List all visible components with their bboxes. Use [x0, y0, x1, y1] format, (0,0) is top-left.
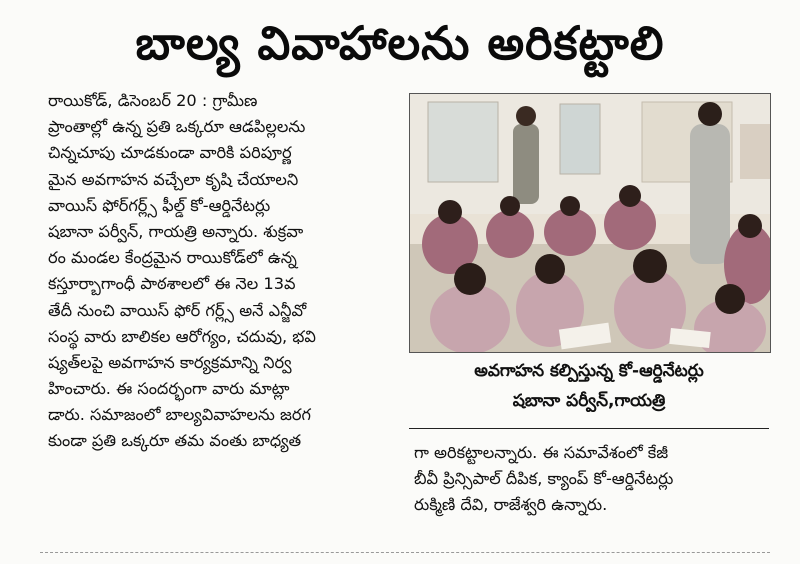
caption-line: అవగాహన కల్పిస్తున్న కో-ఆర్డినేటర్లు [474, 361, 704, 381]
article-line: చిన్నచూపు చూడకుండా వారికి పరిపూర్ణ [48, 143, 292, 163]
article-line: షబానా పర్వీన్, గాయత్రి అన్నారు. శుక్రవా [48, 221, 304, 241]
headline: బాల్య వివాహాలను అరికట్టాలి [135, 16, 665, 70]
photo-caption [409, 356, 769, 416]
article-line: రం మండల కేంద్రమైన రాయికోడ్‌లో ఉన్న [48, 248, 297, 268]
bottom-divider [40, 552, 770, 553]
article-line: కుండా ప్రతి ఒక్కరూ తమ వంతు బాధ్యత [48, 431, 302, 451]
article-line: ప్రాంతాల్లో ఉన్న ప్రతి ఒక్కరూ ఆడపిల్లలను [48, 117, 306, 137]
article-line: తేదీ నుంచి వాయిస్ ఫోర్ గర్ల్స్ అనే ఎన్జీవో [48, 300, 307, 320]
article-line: గా అరికట్టాలన్నారు. ఈ సమావేశంలో కేజీ [414, 443, 669, 462]
article-line: రాయికోడ్, డిసెంబర్ 20 : గ్రామీణ [48, 91, 258, 110]
article-body-right [414, 440, 770, 519]
article-line: సంస్థ వారు బాలికల ఆరోగ్యం, చదువు, భవి [48, 326, 316, 346]
article-line: ష్యత్‌లపై అవగాహన కార్యక్రమాన్ని నిర్వ [48, 352, 292, 372]
article-body-left [48, 88, 394, 550]
article-line: డారు. సమాజంలో బాల్యవివాహలను జరగ [48, 405, 311, 425]
article-line: బీవీ ప్రిన్సిపాల్ దీపిక, క్యాంప్ కో-ఆర్డినేటర్లు [414, 469, 674, 489]
article-line: రుక్మిణి దేవి, రాజేశ్వరి ఉన్నారు. [414, 495, 608, 515]
article-line: మైన అవగాహన వచ్చేలా కృషి చేయాలని [48, 169, 299, 189]
article-line: కస్తూర్బాగాంధీ పాఠశాలలో ఈ నెల 13వ [48, 274, 296, 294]
article-line: వాయిస్ ఫోర్‌గర్ల్స్ ఫీల్డ్ కో-ఆర్డినేటర్లు [48, 195, 271, 215]
classroom-photo [409, 93, 771, 353]
article-line: హించారు. ఈ సందర్భంగా వారు మాట్లా [48, 379, 290, 399]
classroom-photo-illustration [410, 94, 770, 352]
caption-line: షబానా పర్వీన్,గాయత్రి [512, 391, 666, 411]
caption-divider [409, 428, 769, 429]
